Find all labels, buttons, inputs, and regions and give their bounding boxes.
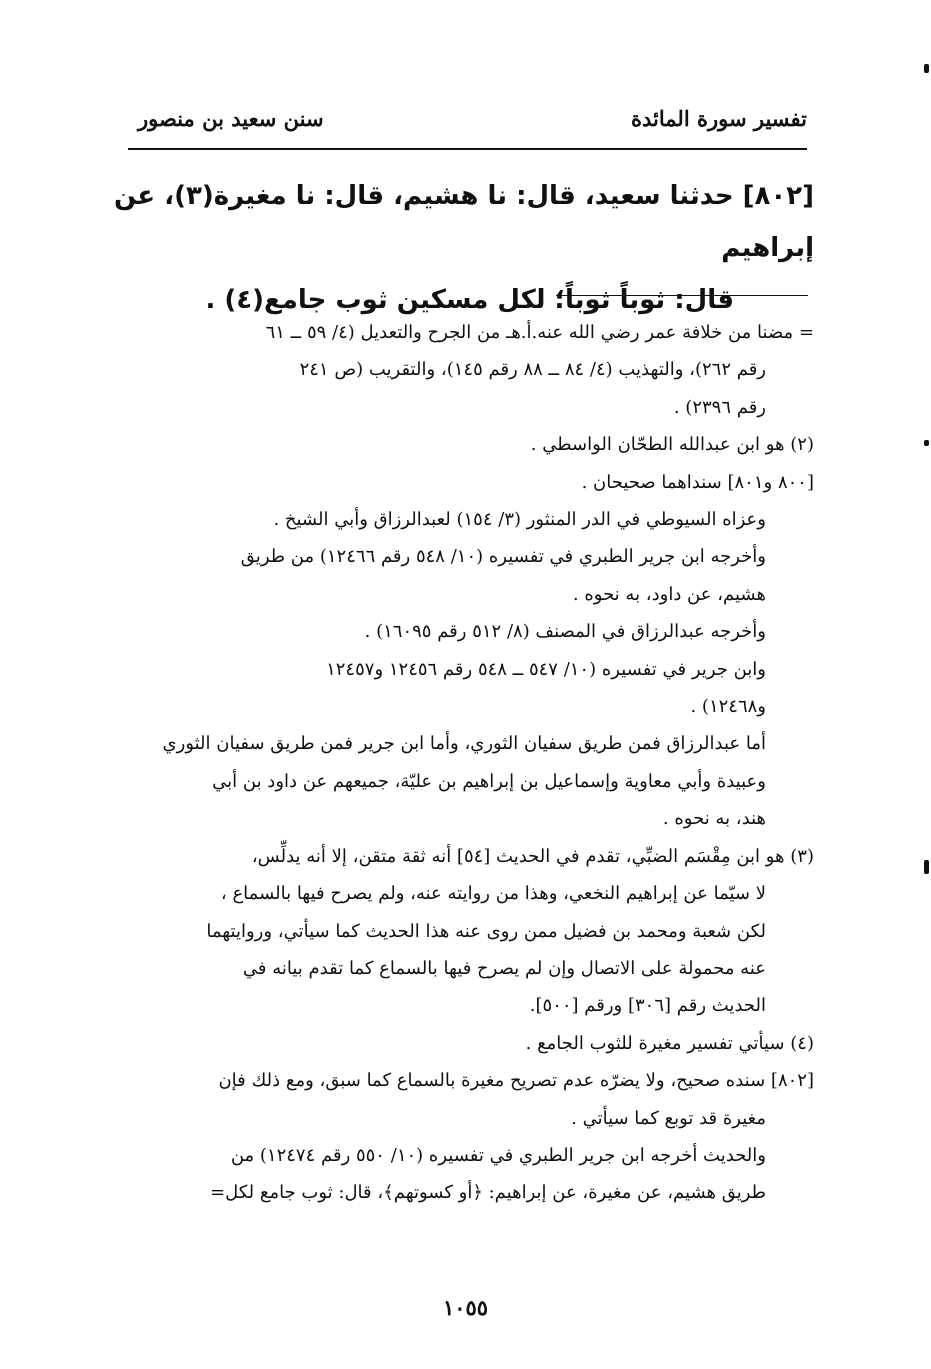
- footnotes: [114, 314, 814, 1212]
- takhrij-line: وأخرجه عبدالرزاق في المصنف (٨/ ٥١٢ رقم ١٦٠٩٥) .: [364, 621, 766, 643]
- takhrij-800-801: [٨٠٠ و٨٠١] سنداهما صحيحان .: [581, 471, 814, 493]
- footnote-3-line: لا سيّما عن إبراهيم النخعي، وهذا من روايته عنه، ولم يصرح فيها بالسماع ،: [220, 883, 766, 905]
- takhrij-line: والحديث أخرجه ابن جرير الطبري في تفسيره (١٠/ ٥٥٠ رقم ١٢٤٧٤) من: [230, 1144, 766, 1166]
- takhrij-line: مغيرة قد توبع كما سيأتي .: [571, 1107, 766, 1129]
- page-number: ١٠٥٥: [442, 1295, 489, 1320]
- header-book-title: سنن سعيد بن منصور: [138, 106, 324, 131]
- header-chapter-title: تفسير سورة المائدة: [631, 106, 807, 131]
- running-header: [128, 98, 807, 132]
- takhrij-line: وعبيدة وأبي معاوية وإسماعيل بن إبراهيم بن عليّة، جميعهم عن داود بن أبي: [212, 770, 766, 792]
- footnote-continued-line: رقم ٢٣٩٦) .: [673, 396, 766, 418]
- takhrij-line: أما عبدالرزاق فمن طريق سفيان الثوري، وأما ابن جرير فمن طريق سفيان الثوري: [162, 733, 766, 755]
- takhrij-802: [٨٠٢] سنده صحيح، ولا يضرّه عدم تصريح مغيرة بالسماع كما سبق، ومع ذلك فإن: [218, 1070, 814, 1092]
- takhrij-line: و١٢٤٦٨) .: [690, 696, 766, 718]
- footnote-3-line: عنه محمولة على الاتصال وإن لم يصرح فيها بالسماع كما تقدم بيانه في: [242, 957, 766, 979]
- hadith-line-2: قال: ثوباً ثوباً؛ لكل مسكين ثوب جامع(٤) .: [205, 285, 734, 315]
- takhrij-line: هند، به نحوه .: [662, 808, 766, 830]
- footnote-3-line: الحديث رقم [٣٠٦] ورقم [٥٠٠].: [529, 995, 766, 1017]
- scan-mark: [924, 860, 929, 874]
- footnote-4: (٤) سيأتي تفسير مغيرة للثوب الجامع .: [525, 1032, 814, 1054]
- takhrij-line: وابن جرير في تفسيره (١٠/ ٥٤٧ ــ ٥٤٨ رقم ١٢٤٥٦ و١٢٤٥٧: [326, 658, 766, 680]
- takhrij-line: وعزاه السيوطي في الدر المنثور (٣/ ١٥٤) لعبدالرزاق وأبي الشيخ .: [273, 509, 766, 531]
- header-rule: [128, 148, 807, 150]
- footnote-2: (٢) هو ابن عبدالله الطحّان الواسطي .: [530, 434, 814, 456]
- takhrij-line: وأخرجه ابن جرير الطبري في تفسيره (١٠/ ٥٤٨ رقم ١٢٤٦٦) من طريق: [240, 546, 766, 568]
- scan-mark: [924, 440, 929, 446]
- scan-mark: [924, 64, 929, 73]
- footnote-continued-line: رقم ٢٦٢)، والتهذيب (٤/ ٨٤ ــ ٨٨ رقم ١٤٥)، والتقريب (ص ٢٤١: [299, 359, 766, 381]
- footnote-3-line: لكن شعبة ومحمد بن فضيل ممن روى عنه هذا الحديث كما سيأتي، وروايتهما: [206, 920, 766, 942]
- takhrij-line: طريق هشيم، عن مغيرة، عن إبراهيم: ﴿أو كسوتهم﴾، قال: ثوب جامع لكل=: [210, 1182, 766, 1204]
- footnote-3: (٣) هو ابن مِقْسَم الضبِّي، تقدم في الحديث [٥٤] أنه ثقة متقن، إلا أنه يدلِّس،: [251, 845, 814, 867]
- footnote-continued: = مضنا من خلافة عمر رضي الله عنه.أ.هـ من الجرح والتعديل (٤/ ٥٩ ــ ٦١: [265, 322, 814, 343]
- hadith-line-1: [٨٠٢] حدثنا سعيد، قال: نا هشيم، قال: نا مغيرة(٣)، عن إبراهيم: [114, 181, 814, 263]
- hadith-text: [114, 170, 814, 326]
- footnote-separator: [556, 295, 808, 296]
- takhrij-line: هشيم، عن داود، به نحوه .: [572, 583, 766, 605]
